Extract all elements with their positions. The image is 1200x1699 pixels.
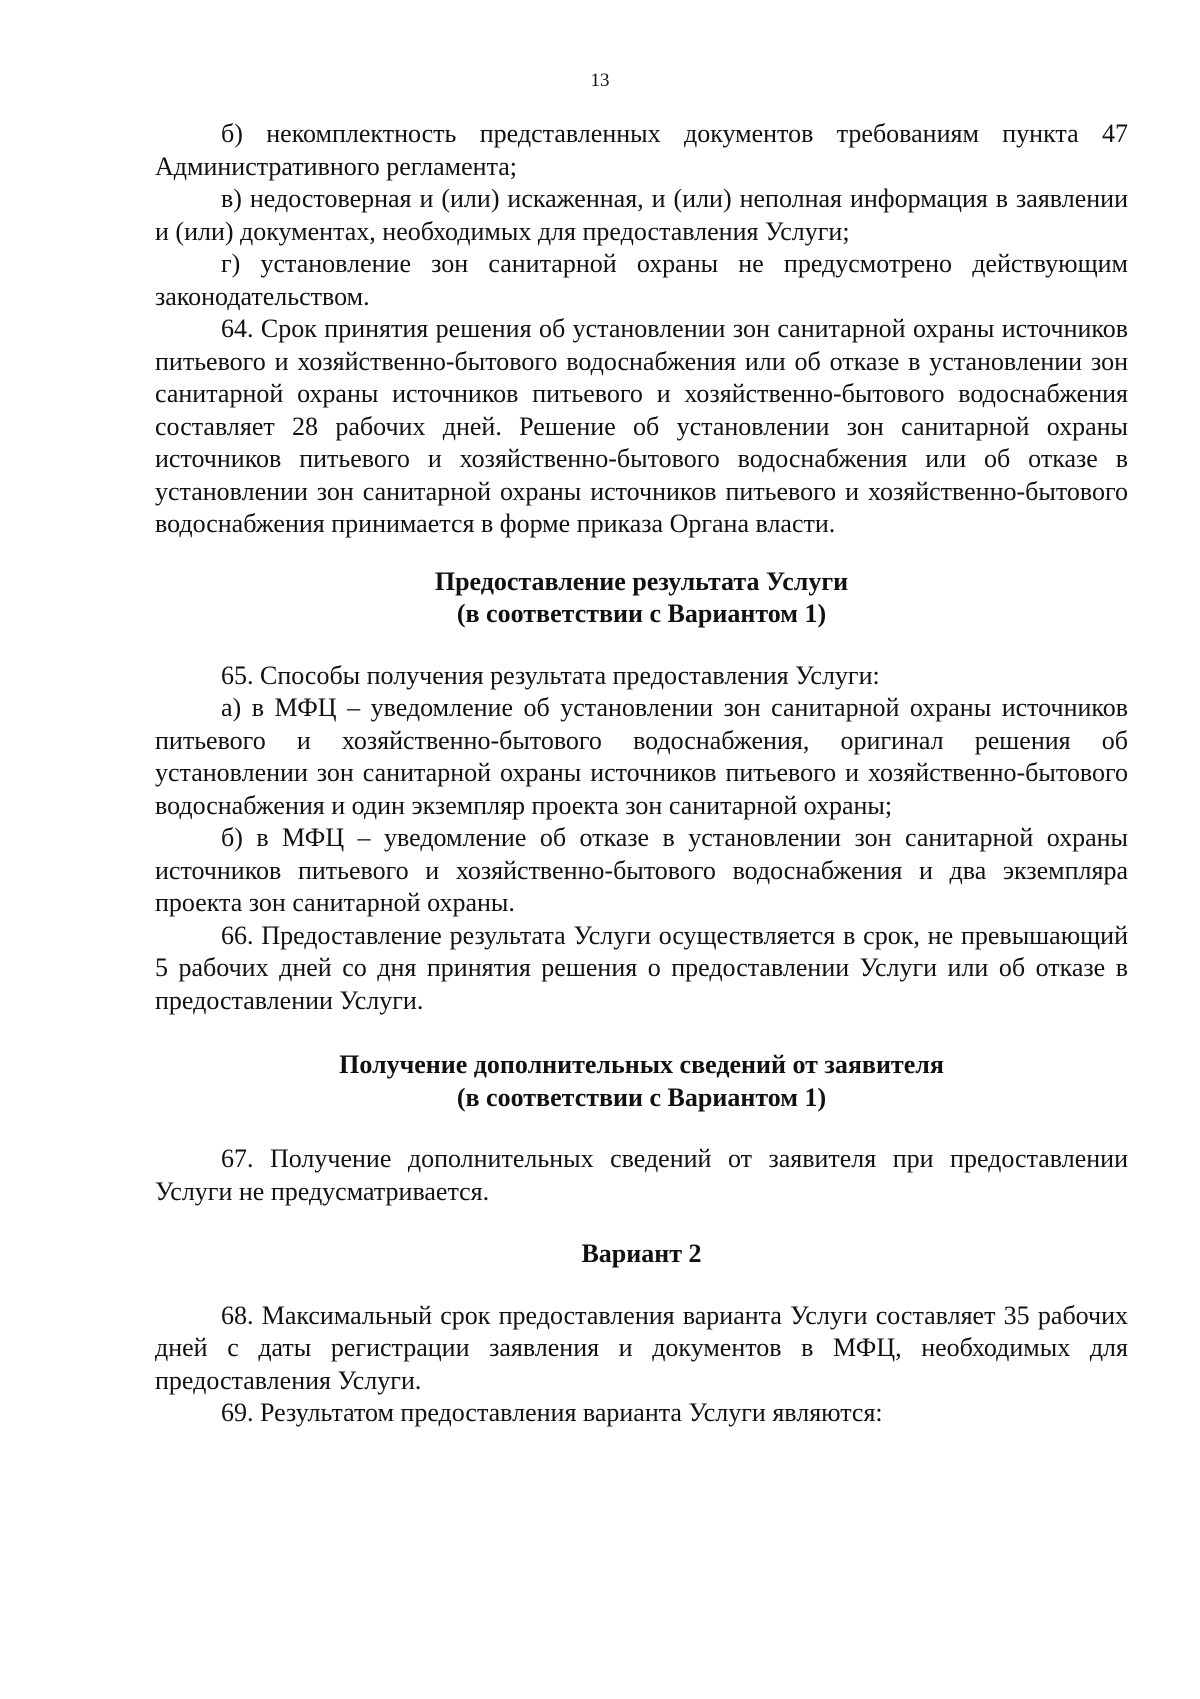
page-number: 13 xyxy=(590,70,610,91)
paragraph-64-deadline: 64. Срок принятия решения об установлении зон санитарной охраны источников питьевого и хозяйственно-бытового водоснабжения или об отказе в установлении зон санитарной охраны источников питьевого и хозяйственно-бытового водоснабжения составляет 28 рабочих дней. Решение об установлении зон санитарной охраны источников питьевого и хозяйственно-бытового водоснабжения или об отказе в установлении зон санитарной охраны источников питьевого и хозяйственно-бытового водоснабжения принимается в форме приказа Органа власти. xyxy=(155,314,1128,538)
heading-line: (в соответствии с Вариантом 1) xyxy=(456,599,827,628)
paragraph-66-term: 66. Предоставление результата Услуги осуществляется в срок, не превышающий 5 рабочих дней со дня принятия решения о предоставлении Услуги или об отказе в предоставлении Услуги. xyxy=(155,920,1128,1015)
document-body xyxy=(155,118,1128,1430)
paragraph-68-max-term: 68. Максимальный срок предоставления варианта Услуги составляет 35 рабочих дней с даты регистрации заявления и документов в МФЦ, необходимых для предоставления Услуги. xyxy=(155,1300,1128,1395)
section-heading-result xyxy=(155,566,1128,631)
paragraph-v-unreliable: в) недостоверная и (или) искаженная, и (или) неполная информация в заявлении и (или) документах, необходимых для предоставления Услуги; xyxy=(155,184,1128,246)
heading-line: (в соответствии с Вариантом 1) xyxy=(456,1082,827,1112)
heading-line: Вариант 2 xyxy=(581,1239,702,1268)
heading-line: Предоставление результата Услуги xyxy=(434,566,849,596)
paragraph-69-results: 69. Результатом предоставления варианта Услуги являются: xyxy=(221,1398,883,1427)
paragraph-g-not-provided: г) установление зон санитарной охраны не предусмотрено действующим законодательством. xyxy=(155,249,1128,311)
paragraph-67-additional: 67. Получение дополнительных сведений от заявителя при предоставлении Услуги не предусматривается. xyxy=(155,1144,1128,1206)
section-heading-additional-info xyxy=(155,1049,1128,1114)
paragraph-65-methods: 65. Способы получения результата предоставления Услуги: xyxy=(221,660,880,690)
paragraph-b-mfc-refusal: б) в МФЦ – уведомление об отказе в установлении зон санитарной охраны источников питьевого и хозяйственно-бытового водоснабжения и два экземпляра проекта зон санитарной охраны. xyxy=(155,823,1128,917)
heading-line: Получение дополнительных сведений от заявителя xyxy=(339,1050,944,1079)
paragraph-b-incomplete: б) некомплектность представленных документов требованиям пункта 47 Административного регламента; xyxy=(155,119,1128,181)
paragraph-a-mfc-notice: а) в МФЦ – уведомление об установлении зон санитарной охраны источников питьевого и хозяйственно-бытового водоснабжения, оригинал решения об установлении зон санитарной охраны источников питьевого и хозяйственно-бытового водоснабжения и один экземпляр проекта зон санитарной охраны; xyxy=(155,693,1128,820)
section-heading-variant-2 xyxy=(155,1238,1128,1271)
